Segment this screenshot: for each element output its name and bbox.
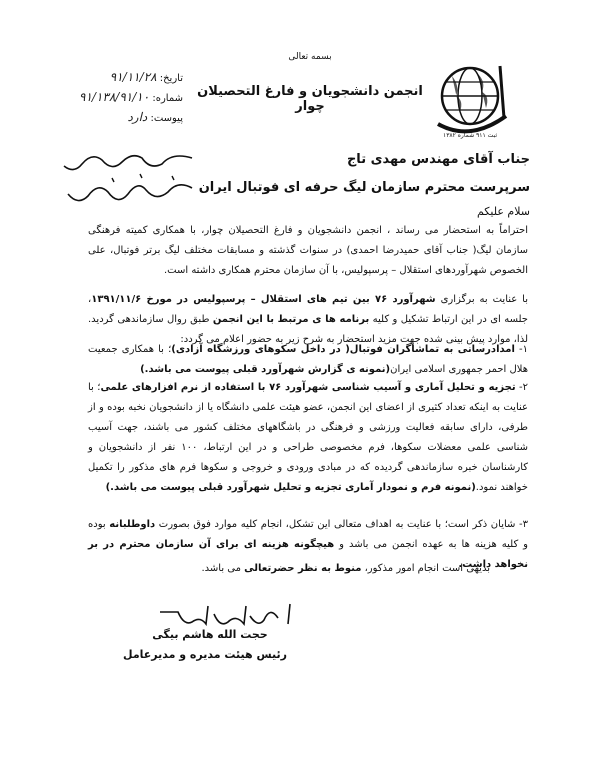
paragraph-intro: احتراماً به استحضار می رساند ، انجمن دانشجویان و فارغ التحصیلان چوار، با همکاری کمیته فرهنگی سازمان لیگ( جناب آقای حمیدرضا احمدی) در سنوات گذشته و مسابقات مختلف لیگ برتر فوتبال، علی الخصوص شهرآوردهای استقلال – پرسپولیس، با آن سازمان محترم همکاری داشته است. xyxy=(88,225,528,276)
recipient-name: جناب آقای مهندس مهدی تاج xyxy=(346,152,530,167)
item-2-text: ؛ با عنایت به اینکه تعداد کثیری از اعضای این انجمن، عضو هیئت علمی دانشگاه یا از دانشجویان نخبه بوده و از طرفی، دارای سابقه فعالیت ورزشی و فرهنگی در باشگاههای مختلف کشور می باشند، جهت آسیب شناسی علمی معضلات سکوها، فرم مخصوصی طراحی و در این ارتباط، ۱۰۰ نفر از دانشجویان و کارشناسان خبره سازماندهی گردیده که در مبادی ورودی و خروجی و سکوها فرم های مذکور را تکمیل خواهند نمود. xyxy=(88,382,528,493)
item-3-text: ۳- شایان ذکر است؛ با عنایت به اهداف متعالی این تشکل، انجام کلیه موارد فوق بصورت xyxy=(155,519,528,530)
number-value: ۹۱/۱۳۸/۹۱/۱۰ xyxy=(79,90,150,104)
attachment-field xyxy=(48,110,183,124)
attachment-value: دارد xyxy=(127,110,148,124)
signature-scribble xyxy=(150,598,300,630)
closing-text-end: می باشد. xyxy=(201,563,245,574)
item-1 xyxy=(88,340,528,380)
date-value: ۹۱/۱۱/۲۸ xyxy=(109,70,157,84)
date-label: تاریخ: xyxy=(159,73,183,84)
paragraph-meeting-text: با عنایت به برگزاری xyxy=(435,294,529,305)
attachment-label: پیوست: xyxy=(150,113,183,124)
item-3-text-2: بوده و کلیه هزینه ها به عهده انجمن می باشد و xyxy=(88,519,528,550)
closing-text: بدیهی است انجام امور مذکور، xyxy=(361,563,490,574)
organization-logo xyxy=(430,56,512,141)
item-1-number: ۱- xyxy=(514,344,528,355)
item-2 xyxy=(88,378,528,498)
item-2-title: تجزیه و تحلیل آماری و آسیب شناسی شهرآورد ۷۶ با استفاده از نرم افزارهای علمی xyxy=(100,382,516,393)
number-label: شماره: xyxy=(152,93,183,104)
item-1-text: ؛ با همکاری جمعیت هلال احمر جمهوری اسلامی ایران xyxy=(88,344,528,375)
paragraph-meeting-text-3: طبق روال سازماندهی گردید. لذا، موارد پیش بینی شده جهت مزید استحضار به شرح زیر به حضور اعلام می گردد: xyxy=(88,314,528,345)
logo-caption: ثبت ۹۱۱ شماره ۱۳۸۲ xyxy=(442,132,498,139)
recipient-title: سرپرست محترم سازمان لیگ حرفه ای فوتبال ایران xyxy=(198,180,530,195)
closing-line xyxy=(150,563,490,574)
date-field xyxy=(48,70,183,84)
number-field xyxy=(48,90,183,104)
signatory-title: رئیس هیئت مدیره و مدیرعامل xyxy=(123,648,287,661)
greeting: سلام علیکم xyxy=(476,205,530,218)
signatory-name: حجت الله هاشم بیگی xyxy=(152,628,268,641)
related-programs: برنامه ها ی مرتبط با این انجمن xyxy=(212,314,370,325)
closing-bold: منوط به نظر حضرتعالی xyxy=(244,563,362,574)
item-1-title: امدادرسانی به تماشاگران فوتبال( در داخل سکوهای ورزشگاه آزادی) xyxy=(171,344,515,355)
bismillah: بسمه تعالی xyxy=(288,52,332,62)
item-3-no-cost: هیچگونه هزینه ای برای آن سازمان محترم در بر نخواهد داشت. xyxy=(88,539,528,570)
paragraph-meeting-text-2: ، جلسه ای در این ارتباط تشکیل و کلیه xyxy=(88,294,528,325)
item-2-number: ۲- xyxy=(515,382,529,393)
organization-name: انجمن دانشجویان و فارغ التحصیلان چوار xyxy=(197,84,423,114)
item-1-attachment-note: (نمونه ی گزارش شهرآورد قبلی پیوست می باشد.) xyxy=(140,364,391,375)
derby-date: شهرآورد ۷۶ بین تیم های استقلال – پرسپولیس در مورخ ۱۳۹۱/۱۱/۶ xyxy=(91,294,436,305)
item-2-attachment-note: (نمونه فرم و نمودار آماری تجزیه و تحلیل شهرآورد قبلی پیوست می باشد.) xyxy=(105,482,476,493)
item-3-voluntary: داوطلبانه xyxy=(109,519,156,530)
